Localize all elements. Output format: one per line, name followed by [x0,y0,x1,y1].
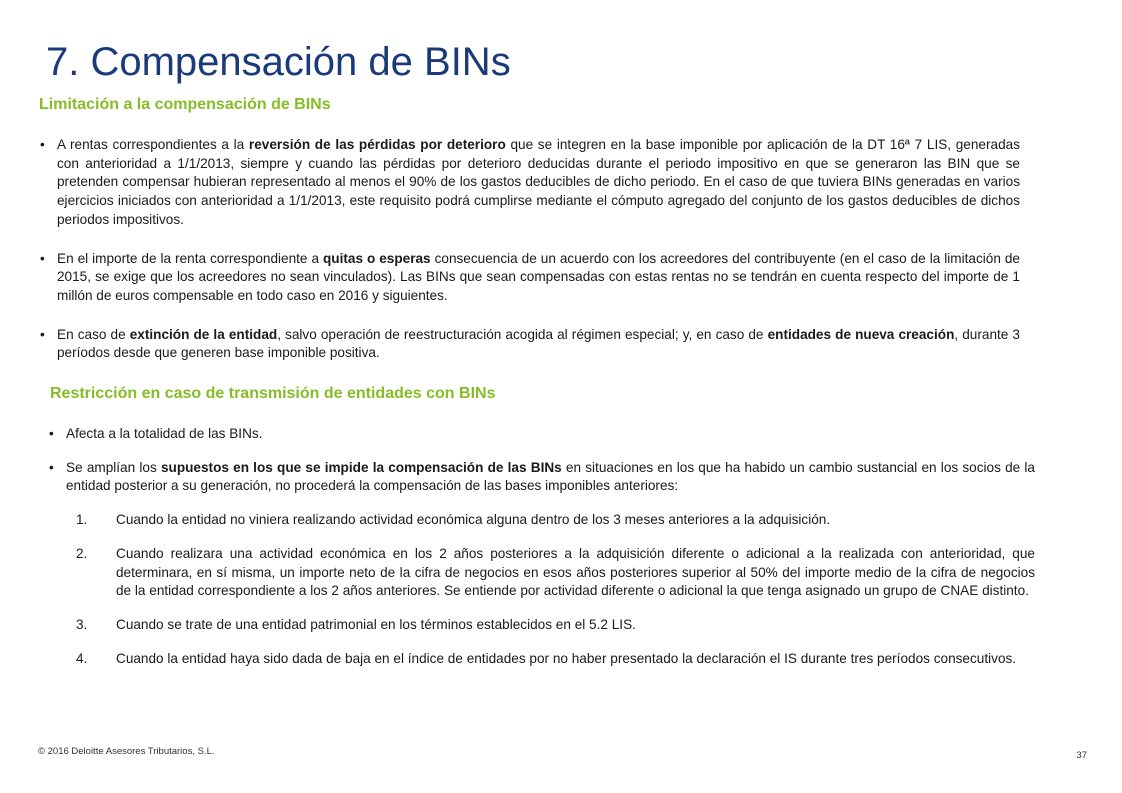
item-number: 3. [76,616,88,632]
numbered-item: 3. Cuando se trate de una entidad patrimonial en los términos establecidos en el 5.2 LIS. [76,616,1035,635]
bullet-marker: • [40,250,45,266]
bold-phrase: entidades de nueva creación [767,326,955,342]
section-restriccion-body [44,425,1035,668]
section-heading-restriccion: Restricción en caso de transmisión de entidades con BINs [50,385,496,402]
page-number: 37 [1076,750,1087,761]
item-number: 1. [76,512,88,528]
section-limitacion-body [35,136,1020,363]
bold-phrase: quitas o esperas [322,250,431,266]
bold-phrase: reversión de las pérdidas por deterioro [248,137,506,152]
numbered-item: 4. Cuando la entidad haya sido dada de baja en el índice de entidades por no haber presentado la declaración el IS durante tres períodos consecutivos. [76,650,1035,669]
bullet-marker: • [40,326,45,342]
section-heading-limitacion: Limitación a la compensación de BINs [39,96,331,113]
bullet-item: • Afecta a la totalidad de las BINs. [44,425,1035,444]
bullet-item: • A rentas correspondientes a la reversión de las pérdidas por deterioro que se integren en la base imponible por aplicación de la DT 16ª 7 LIS, generadas con anterioridad a 1/1/2013, siempre y cuando las pérdidas por deterioro deducidas durante el periodo impositivo en que se generaron las BIN que se pretenden compensar hubieran representado al menos el 90% de los gastos deducibles de dicho periodo. En el caso de que tuviera BINs generadas en varios ejercicios iniciados con anterioridad a 1/1/2013, este requisito podrá cumplirse mediante el cómputo agregado del conjunto de los gastos deducibles de dichos periodos impositivos. [40,137,1020,227]
numbered-item: 2. Cuando realizara una actividad económica en los 2 años posteriores a la adquisición diferente o adicional a la realizada con anterioridad, que determinara, en sí misma, un importe neto de la cifra de negocios en esos años posteriores superior al 50% del importe medio de la cifra de negocios de la entidad correspondiente a los 2 años anteriores. Se entiende por actividad diferente o adicional la que tenga asignado un grupo de CNAE distinto. [76,545,1035,599]
bullet-marker: • [49,459,54,475]
bullet-marker: • [40,137,45,152]
item-number: 4. [76,650,88,666]
bold-phrase: supuestos en los que se impide la compensación de las BINs [160,459,562,475]
bullet-marker: • [49,426,54,441]
bullet-item: • En el importe de la renta correspondiente a quitas o esperas consecuencia de un acuerdo con los acreedores del contribuyente (en el caso de la limitación de 2015, se exige que los acreedores no sean vinculados). Las BINs que sean compensadas con estas rentas no se tendrán en cuenta respecto del importe de 1 millón de euros compensable en todo caso en 2016 y siguientes. [40,250,1020,303]
page-title: 7. Compensación de BINs [46,40,511,84]
bold-phrase: extinción de la entidad [129,326,278,342]
numbered-list [44,511,1035,668]
bullet-item: • Se amplían los supuestos en los que se impide la compensación de las BINs en situaciones en los que ha habido un cambio sustancial en los socios de la entidad posterior a su generación, no procederá la compensación de las bases imponibles anteriores: [49,459,1035,494]
bullet-item: • En caso de extinción de la entidad, salvo operación de reestructuración acogida al régimen especial; y, en caso de entidades de nueva creación, durante 3 períodos desde que generen base imponible positiva. [40,326,1020,361]
numbered-item: 1. Cuando la entidad no viniera realizando actividad económica alguna dentro de los 3 meses anteriores a la adquisición. [76,511,1035,530]
copyright-notice: © 2016 Deloitte Asesores Tributarios, S.L. [38,746,215,757]
item-number: 2. [76,545,88,561]
